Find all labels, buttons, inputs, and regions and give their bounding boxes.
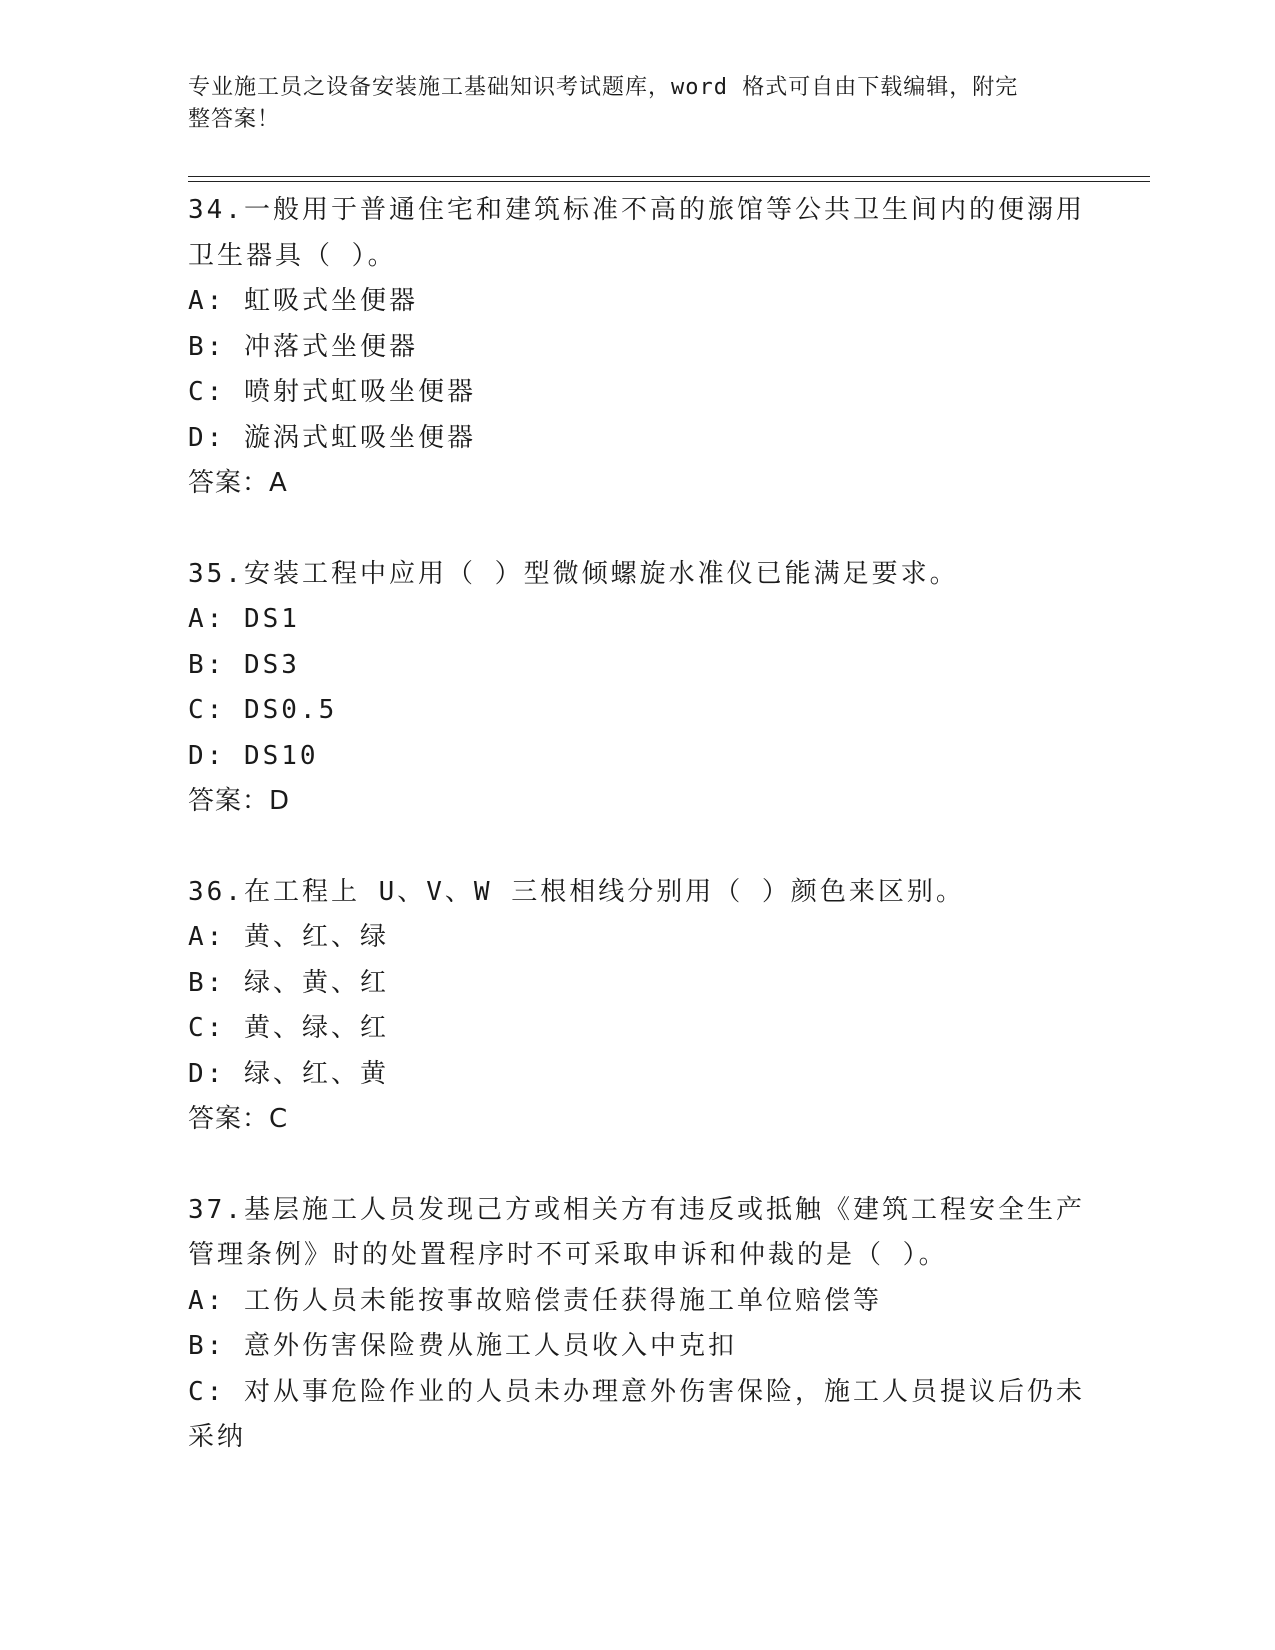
question-37 <box>188 1188 1088 1461</box>
option-d: D: DS10 <box>188 740 319 771</box>
answer-label: 答案：A <box>188 468 288 498</box>
header-line-2: 整答案！ <box>188 107 281 132</box>
question-stem-line: 卫生器具（ ）。 <box>188 240 397 271</box>
answer-label: 答案：C <box>188 1104 289 1134</box>
option-b: B: DS3 <box>188 649 300 680</box>
document-header <box>188 72 1068 136</box>
option-d: D: 漩涡式虹吸坐便器 <box>188 422 476 453</box>
header-divider-top <box>188 176 1150 177</box>
option-b: B: 冲落式坐便器 <box>188 331 418 362</box>
option-a: A: DS1 <box>188 604 300 634</box>
option-b: B: 意外伤害保险费从施工人员收入中克扣 <box>188 1331 737 1361</box>
header-line-1: 专业施工员之设备安装施工基础知识考试题库，word 格式可自由下载编辑，附完 <box>188 75 1019 100</box>
question-spacer <box>188 507 1088 552</box>
answer-label: 答案：D <box>188 786 291 816</box>
option-c: C: DS0.5 <box>188 695 338 725</box>
option-d: D: 绿、红、黄 <box>188 1058 389 1089</box>
question-36 <box>188 870 1088 1143</box>
option-c: C: 黄、绿、红 <box>188 1013 389 1043</box>
question-spacer <box>188 825 1088 870</box>
option-b: B: 绿、黄、红 <box>188 967 389 998</box>
question-stem-line: 34.一般用于普通住宅和建筑标准不高的旅馆等公共卫生间内的便溺用 <box>188 195 1085 225</box>
question-stem-line: 37.基层施工人员发现己方或相关方有违反或抵触《建筑工程安全生产 <box>188 1194 1085 1225</box>
header-divider-bottom <box>188 181 1150 182</box>
question-stem-line: 管理条例》时的处置程序时不可采取申诉和仲裁的是（ ）。 <box>188 1240 948 1270</box>
question-34 <box>188 188 1088 507</box>
question-stem-line: 35.安装工程中应用（ ）型微倾螺旋水准仪已能满足要求。 <box>188 558 959 589</box>
question-stem-line: 36.在工程上 U、V、W 三根相线分别用（ ）颜色来区别。 <box>188 876 965 907</box>
option-c: C: 对从事危险作业的人员未办理意外伤害保险，施工人员提议后仍未 <box>188 1376 1085 1407</box>
question-spacer <box>188 1143 1088 1188</box>
option-a: A: 虹吸式坐便器 <box>188 286 418 316</box>
option-c: C: 喷射式虹吸坐便器 <box>188 377 476 407</box>
question-35 <box>188 552 1088 825</box>
question-list <box>188 188 1088 1461</box>
option-a: A: 工伤人员未能按事故赔偿责任获得施工单位赔偿等 <box>188 1285 882 1316</box>
option-c-continuation: 采纳 <box>188 1422 247 1452</box>
option-a: A: 黄、红、绿 <box>188 922 389 952</box>
